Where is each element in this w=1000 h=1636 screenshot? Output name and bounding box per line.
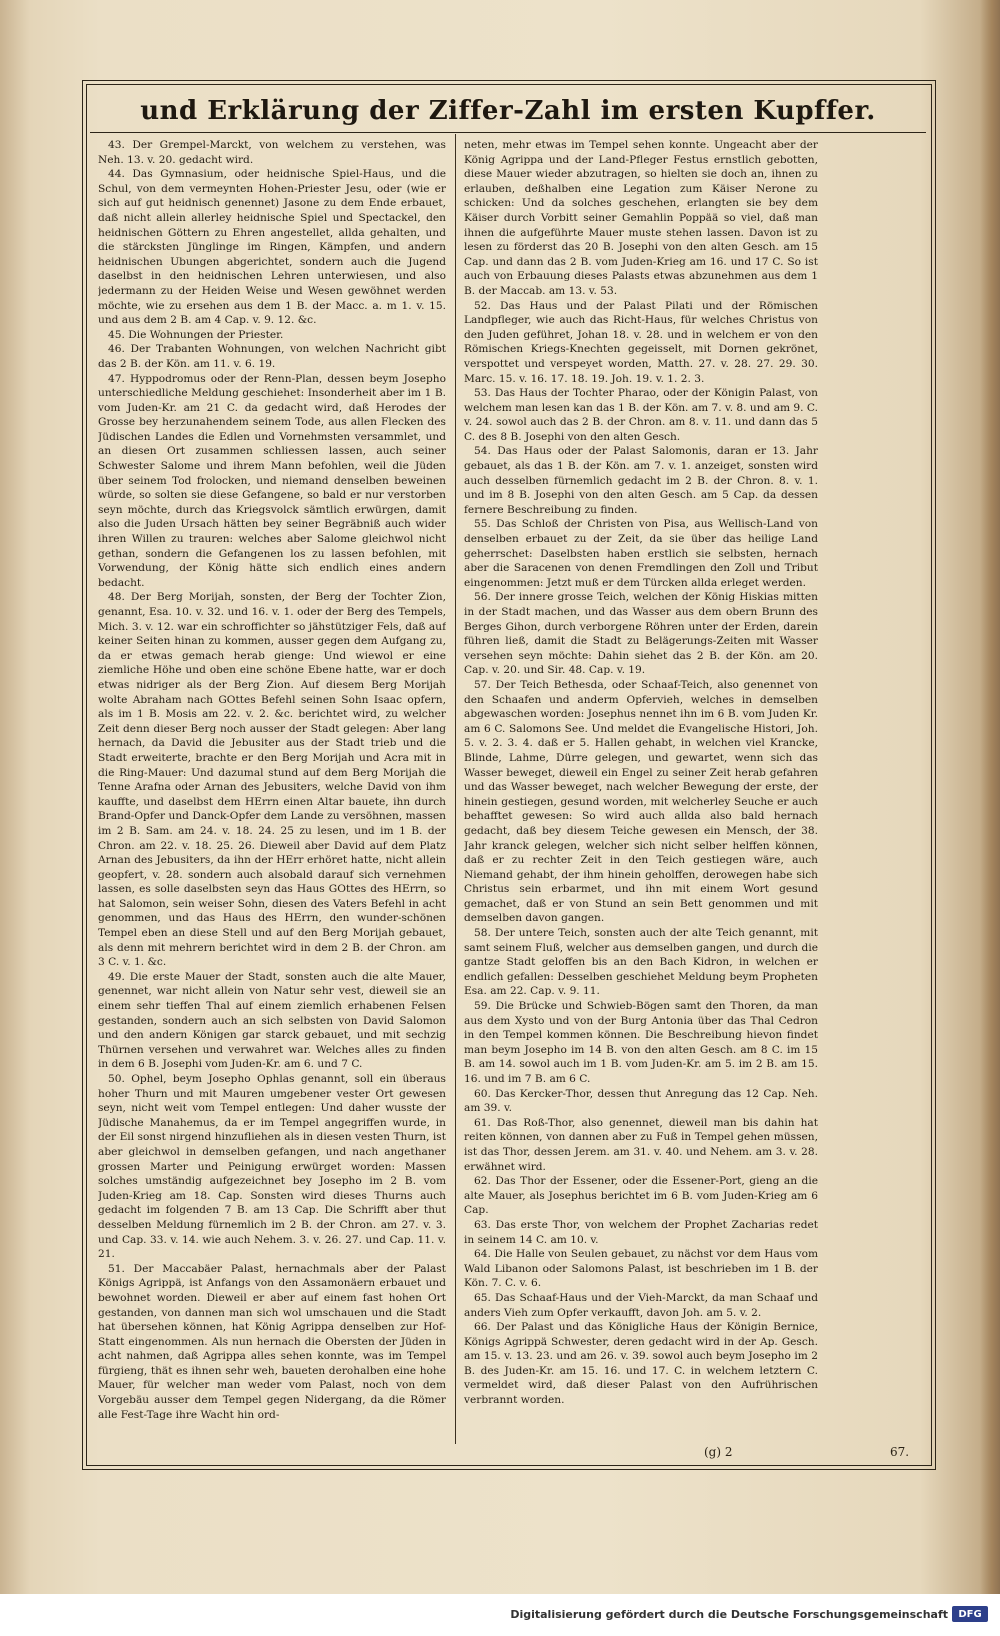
column-divider [455,134,456,1444]
digitization-bar [0,1594,1000,1636]
entry-right-5: 56. Der innere grosse Teich, welchen der König Hiskias mitten in der Stadt machen, und das Wasser aus dem obern Brunn des Berges Gihon, durch verborgene Röhren unter der Erden, darein führen ließ, damit die Stadt zu Belägerungs-Zeiten mit Wasser versehen seyn möchte: Dahin siehet das 2 B. der Kön. am 20. Cap. v. 20. und Sir. 48. Cap. v. 19. [464,591,818,677]
entry-left-8: 51. Der Maccabäer Palast, hernachmals aber der Palast Königs Agrippä, ist Anfangs von den Assamonäern erbauet und bewohnet worden. Dieweil er aber auf einem fast hohen Ort gestanden, von dannen man sich wol umschauen und die Stadt hat übersehen können, hat König Agrippa denselben zur Hof-Statt eingenommen. Als nun hernach die Obersten der Jüden in acht nahmen, daß Agrippa alles sehen konnte, was im Tempel fürgieng, thät es ihnen sehr weh, baueten derohalben eine hohe Mauer, für welcher man weder vom Palast, noch von dem Vorgebäu ausser dem Tempel gegen Nidergang, da die Römer alle Fest-Tage ihre Wacht hin ord- [98,1262,446,1421]
dfg-logo: DFG [952,1606,988,1622]
page-edge [980,0,1000,1594]
entry-right-0: neten, mehr etwas im Tempel sehen konnte. Ungeacht aber der König Agrippa und der Land-Pfleger Festus ernstlich gebotten, diese Mauer wieder abzutragen, so hielten sie doch an, ihnen zu erlauben, deßhalben eine Legation zum Käiser Nerone zu schicken: Und da solches geschehen, erlangten sie bey dem Käiser durch Vorbitt seiner Gemahlin Poppää so viel, daß man ihnen die aufgeführte Mauer muste stehen lassen. Davon ist zu lesen zu förderst das 20 B. Josephi von den alten Gesch. am 15 Cap. und dann das 2 B. vom Juden-Krieg am 16. und 17 C. So ist auch von Erbauung dieses Palasts etwas abzunehmen aus dem 1 B. der Maccab. am 13. v. 53. [464,139,818,297]
right-column [464,138,818,1440]
running-heading [90,90,926,133]
entry-left-6: 49. Die erste Mauer der Stadt, sonsten auch die alte Mauer, genennet, war nicht allein von Natur sehr vest, dieweil sie an einem sehr tieffen Thal auf einem ziemlich erhabenen Felsen gestanden, sondern auch an sich selbsten von David Salomon und den andern Königen gar starck gebauet, und mit sechzig Thürnen versehen und verwahret war. Welches alles zu finden in dem 6 B. Josephi vom Juden-Kr. am 6. und 7 C. [98,970,446,1071]
entry-left-4: 47. Hyppodromus oder der Renn-Plan, dessen beym Josepho unterschiedliche Meldung geschiehet: Insonderheit aber im 1 B. vom Juden-Kr. am 21 C. da gedacht wird, daß Herodes der Grosse bey herzunahendem seinem Tode, aus allen Flecken des Jüdischen Landes die Edlen und Vornehmsten versammlet, und an diesen Ort zusammen schliessen lassen, auch seiner Schwester Salome und ihrem Mann befohlen, weil die Jüden über seinem Tod frolocken, und niemand denselben beweinen würde, so solten sie diese Gefangene, so bald er nur verstorben seyn möchte, durch das Kriegsvolck sämtlich erwürgen, damit also die Juden Ursach hätten bey seiner Begräbniß auch wider ihren Willen zu trauren: welches aber Salome gleichwol nicht gethan, sondern die Gefangenen los zu lassen befohlen, mit Vorwendung, der König hätte sich endlich eines andern bedacht. [98,372,446,589]
entry-right-3: 54. Das Haus oder der Palast Salomonis, daran er 13. Jahr gebauet, als das 1 B. der Kön. am 7. v. 1. anzeiget, sonsten wird auch desselben fürnemlich gedacht im 2 B. der Chron. 8. v. 1. und im 8 B. Josephi von den alten Gesch. am 5 Cap. da dessen fernere Beschreibung zu finden. [464,445,818,516]
entry-right-1: 52. Das Haus und der Palast Pilati und der Römischen Landpfleger, wie auch das Richt-Haus, für welches Christus von den Juden geführet, Johan 18. v. 28. und in welchem er von den Römischen Kriegs-Knechten gegeisselt, mit Dornen gekrönet, verspottet und verspeyet worden, Matth. 27. v. 28. 27. 29. 30. Marc. 15. v. 16. 17. 18. 19. Joh. 19. v. 1. 2. 3. [464,299,818,385]
entry-right-15: 66. Der Palast und das Königliche Haus der Königin Bernice, Königs Agrippä Schwester, deren gedacht wird in der Ap. Gesch. am 15. v. 13. 23. und am 26. v. 39. sowol auch beym Josepho im 2 B. des Juden-Kr. am 15. 16. und 17. C. in welchem letztern C. vermeldet wird, daß dieser Palast von den Aufrührischen verbrannt worden. [464,1321,818,1407]
signature-mark: (g) 2 [704,1445,733,1459]
entry-right-6: 57. Der Teich Bethesda, oder Schaaf-Teich, also genennet von den Schaafen und anderm Opfervieh, welches in demselben abgewaschen worden: Josephus nennet ihn im 6 B. vom Juden Kr. am 6 C. Salomons See. Und meldet die Evangelische Histori, Joh. 5. v. 2. 3. 4. daß er 5. Hallen gehabt, in welchen viel Krancke, Blinde, Lahme, Dürre gelegen, und gewartet, wenn sich das Wasser beweget, dieweil ein Engel zu seiner Zeit herab gefahren und das Wasser beweget, nach welcher Bewegung der erste, der hinein gestiegen, gesund worden, mit welcherley Seuche er auch behafftet gewesen: So wird auch allda also bald hernach gedacht, daß bey diesem Teiche gewesen ein Mensch, der 38. Jahr kranck gelegen, welcher sich nicht selber helffen können, daß er zu rechter Zeit in den Teich gestiegen wäre, auch Niemand gehabt, der ihm hinein geholffen, derowegen habe sich Christus sein erbarmet, und ihn mit einem Wort gesund gemachet, daß er von Stund an sein Bett genommen und mit demselben davon gangen. [464,678,818,925]
entry-left-2: 45. Die Wohnungen der Priester. [108,328,284,341]
entry-right-10: 61. Das Roß-Thor, also genennet, dieweil man bis dahin hat reiten können, von dannen aber zu Fuß in Tempel gehen müssen, ist das Thor, dessen Jerem. am 31. v. 40. und Nehem. am 3. v. 28. erwähnet wird. [464,1116,818,1173]
entry-right-8: 59. Die Brücke und Schwieb-Bögen samt den Thoren, da man aus dem Xysto und von der Burg Antonia über das Thal Cedron in den Tempel kommen können. Die Beschreibung hievon findet man beym Josepho im 14 B. von den alten Gesch. am 8 C. im 15 B. am 14. sowol auch im 1 B. vom Juden-Kr. am 5. im 2 B. am 15. 16. und im 7 B. am 6 C. [464,1000,818,1085]
entry-right-14: 65. Das Schaaf-Haus und der Vieh-Marckt, da man Schaaf und anders Vieh zum Opfer verkaufft, davon Joh. am 5. v. 2. [464,1291,818,1319]
left-column [98,138,446,1440]
entry-right-2: 53. Das Haus der Tochter Pharao, oder der Königin Palast, von welchem man lesen kan das 1 B. der Kön. am 7. v. 8. und am 9. C. v. 24. sowol auch das 2 B. der Chron. am 8. v. 11. und dann das 5 C. des 8 B. Josephi von den alten Gesch. [464,387,818,443]
entry-right-11: 62. Das Thor der Essener, oder die Essener-Port, gieng an die alte Mauer, als Josephus berichtet im 6 B. vom Juden-Krieg am 6 Cap. [464,1175,818,1217]
entry-right-13: 64. Die Halle von Seulen gebauet, zu nächst vor dem Haus vom Wald Libanon oder Salomons Palast, ist beschrieben im 1 B. der Kön. 7. C. v. 6. [464,1248,818,1290]
heading-text: und Erklärung der Ziffer-Zahl im ersten Kupffer. [140,96,876,126]
entry-left-7: 50. Ophel, beym Josepho Ophlas genannt, soll ein überaus hoher Thurn und mit Mauren umgebener vester Ort gewesen seyn, nicht weit vom Tempel entlegen: Und daher wusste der Jüdische Manahemus, da er im Tempel angegriffen wurde, in der Eil sonst nirgend hinzufliehen als in diesen vesten Thurn, ist aber gleichwol in demselben gefangen, und nach angethaner grossen Marter und Peinigung erwürget worden: Massen solches umständig aufgezeichnet bey Josepho im 2 B. vom Juden-Krieg am 18. Cap. Sonsten wird dieses Thurns auch gedacht im folgenden 7 B. am 13 Cap. Die Schrifft aber thut desselben Meldung fürnemlich im 2 B. der Chron. am 27. v. 3. und Cap. 33. v. 14. wie auch Nehem. 3. v. 26. 27. und Cap. 11. v. 21. [98,1073,446,1261]
entry-right-12: 63. Das erste Thor, von welchem der Prophet Zacharias redet in seinem 14 C. am 10. v. [464,1218,818,1246]
page-number: 67. [890,1445,910,1459]
page-footer [92,1443,926,1463]
entry-left-1: 44. Das Gymnasium, oder heidnische Spiel-Haus, und die Schul, von dem vermeynten Hohen-Priester Jesu, oder (wie er sich auf gut heidnisch genennet) Jasone zu dem Ende erbauet, daß nicht allein allerley heidnische Spiel und Spectackel, den heidnischen Göttern zu Ehren angestellet, allda gehalten, und die stärcksten Jünglinge im Ringen, Kämpfen, und andern heidnischen Ubungen abgerichtet, sondern auch die Jugend daselbst in den heidnischen Lehren unterwiesen, und also jedermann zu der Heiden Weise und Wesen gewöhnet werden möchte, wie zu ersehen aus dem 1 B. der Macc. a. m 1. v. 15. und aus dem 2 B. am 4 Cap. v. 9. 12. &c. [98,168,446,327]
entry-right-9: 60. Das Kercker-Thor, dessen thut Anregung das 12 Cap. Neh. am 39. v. [464,1087,818,1115]
entry-right-7: 58. Der untere Teich, sonsten auch der alte Teich genannt, mit samt seinem Fluß, welcher aus demselben gangen, und durch die gantze Stadt geloffen bis an den Bach Kidron, in welchen er endlich gefallen: Desselben geschiehet Meldung beym Propheten Esa. am 22. Cap. v. 9. 11. [464,927,818,998]
entry-right-4: 55. Das Schloß der Christen von Pisa, aus Wellisch-Land von denselben erbauet zu der Zeit, da sie über das heilige Land geherrschet: Daselbsten haben erstlich sie selbsten, hernach aber die Saracenen von denen Fremdlingen den Zoll und Tribut eingenommen: Jetzt muß er dem Türcken allda erleget werden. [464,518,818,589]
digitization-credit: Digitalisierung gefördert durch die Deutsche Forschungsgemeinschaft [510,1608,948,1621]
entry-left-3: 46. Der Trabanten Wohnungen, von welchen Nachricht gibt das 2 B. der Kön. am 11. v. 6. 19. [98,343,446,370]
entry-left-0: 43. Der Grempel-Marckt, von welchem zu verstehen, was Neh. 13. v. 20. gedacht wird. [98,139,446,166]
entry-left-5: 48. Der Berg Morijah, sonsten, der Berg der Tochter Zion, genannt, Esa. 10. v. 32. und 16. v. 1. oder der Berg des Tempels, Mich. 3. v. 12. war ein schroffichter so jähstütziger Fels, daß auf keiner Seiten hinan zu kommen, ausser gegen dem Aufgang zu, da er etwas gemach herab gienge: Und wiewol er eine ziemliche Höhe und oben eine schöne Ebene hatte, war er doch etwas nidriger als der Berg Zion. Auf diesem Berg Morijah wolte Abraham nach GOttes Befehl seinen Sohn Isaac opfern, als im 1 B. Mosis am 22. v. 2. &c. berichtet wird, zu welcher Zeit denn dieser Berg noch ausser der Stadt gelegen: Aber lang hernach, da David die Jebusiter aus der Stadt trieb und die Stadt erweiterte, brachte er den Berg Morijah und Acra mit in die Ring-Mauer: Und dazumal stund auf dem Berg Morijah die Tenne Arafna oder Arnan des Jebusiters, welche David von ihm kauffte, und daselbst dem HErrn einen Altar bauete, ihn durch Brand-Opfer und Danck-Opfer dem Lande zu versöhnen, massen im 2 B. Sam. am 24. v. 18. 24. 25 zu lesen, und im 1 B. der Chron. am 22. v. 18. 25. 26. Dieweil aber David auf dem Platz Arnan des Jebusiters, da ihn der HErr erhöret hatte, nicht allein geopfert, v. 28. sondern auch alsobald darauf sich vernehmen lassen, es solle daselbsten seyn das Haus GOttes des HErrn, so hat Salomon, sein weiser Sohn, diesen des Vaters Befehl in acht genommen, und das Haus des HErrn, den wunder-schönen Tempel eben an diese Stell und auf den Berg Morijah gebauet, als denn mit mehrern berichtet wird in dem 2 B. der Chron. am 3 C. v. 1. &c. [98,591,446,969]
